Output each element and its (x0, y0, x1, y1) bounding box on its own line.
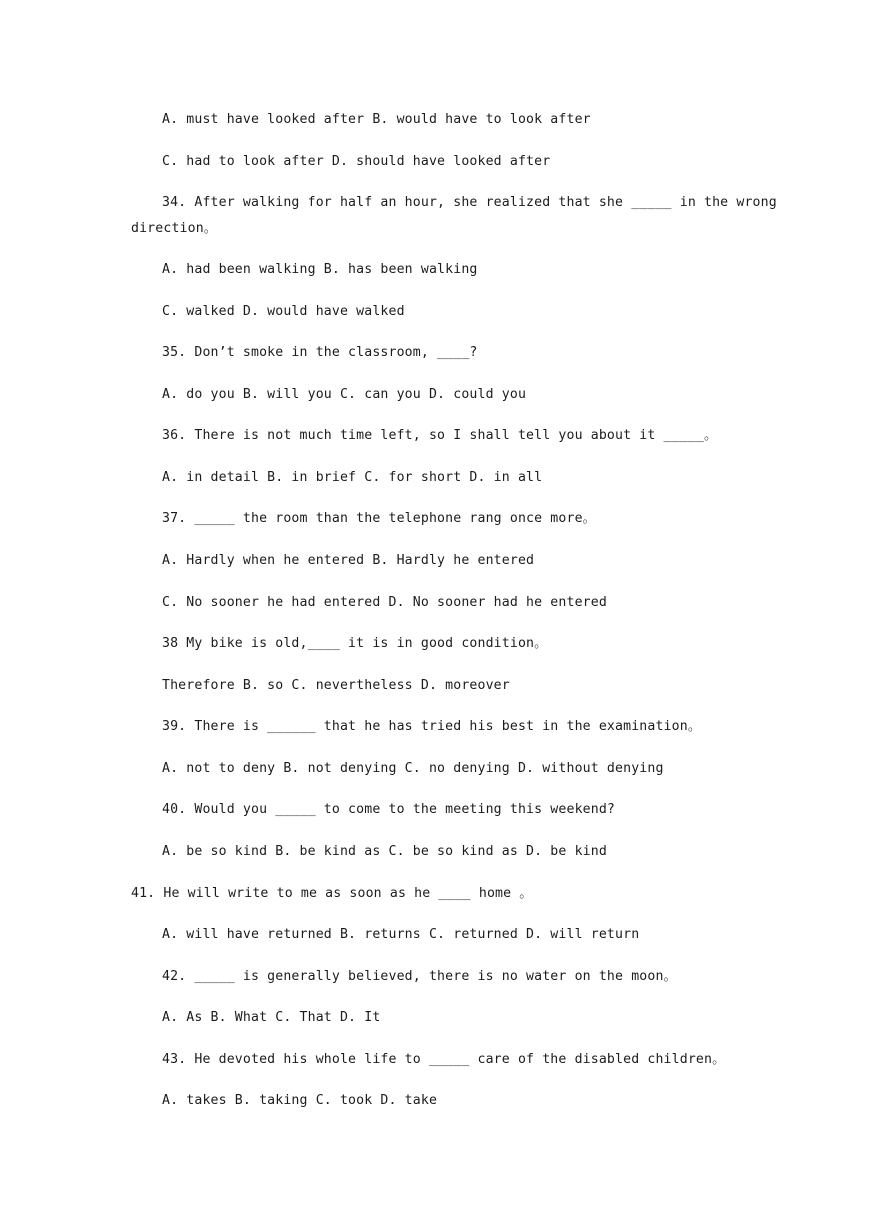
q37-options-ab: A. Hardly when he entered B. Hardly he entered (162, 553, 535, 568)
q42-question: 42. _____ is generally believed, there is no water on the moon。 (162, 969, 677, 984)
q36-options: A. in detail B. in brief C. for short D. in all (162, 470, 543, 485)
q41-options: A. will have returned B. returns C. returned D. will return (162, 927, 640, 942)
q39-question: 39. There is ______ that he has tried his best in the examination。 (162, 719, 702, 734)
q38-options: Therefore B. so C. nevertheless D. moreover (162, 678, 510, 693)
q33-options-ab: A. must have looked after B. would have to look after (162, 112, 591, 127)
q36-question: 36. There is not much time left, so I shall tell you about it _____。 (162, 428, 718, 443)
q42-options: A. As B. What C. That D. It (162, 1010, 381, 1025)
q41-question: 41. He will write to me as soon as he ____ home 。 (131, 886, 533, 901)
q34-question-continued: direction。 (131, 221, 218, 236)
q34-options-cd: C. walked D. would have walked (162, 304, 405, 319)
q37-options-cd: C. No sooner he had entered D. No sooner had he entered (162, 595, 607, 610)
q40-options: A. be so kind B. be kind as C. be so kind as D. be kind (162, 844, 607, 859)
q39-options: A. not to deny B. not denying C. no denying D. without denying (162, 761, 664, 776)
q35-question: 35. Don’t smoke in the classroom, ____? (162, 345, 478, 360)
q43-options: A. takes B. taking C. took D. take (162, 1093, 438, 1108)
q43-question: 43. He devoted his whole life to _____ care of the disabled children。 (162, 1052, 726, 1067)
q37-question: 37. _____ the room than the telephone rang once more。 (162, 511, 596, 526)
q40-question: 40. Would you _____ to come to the meeting this weekend? (162, 802, 616, 817)
q35-options: A. do you B. will you C. can you D. could you (162, 387, 527, 402)
q34-question: 34. After walking for half an hour, she realized that she _____ in the wrong (162, 195, 777, 210)
q38-question: 38 My bike is old,____ it is in good condition。 (162, 636, 548, 651)
q33-options-cd: C. had to look after D. should have looked after (162, 154, 551, 169)
q34-options-ab: A. had been walking B. has been walking (162, 262, 478, 277)
